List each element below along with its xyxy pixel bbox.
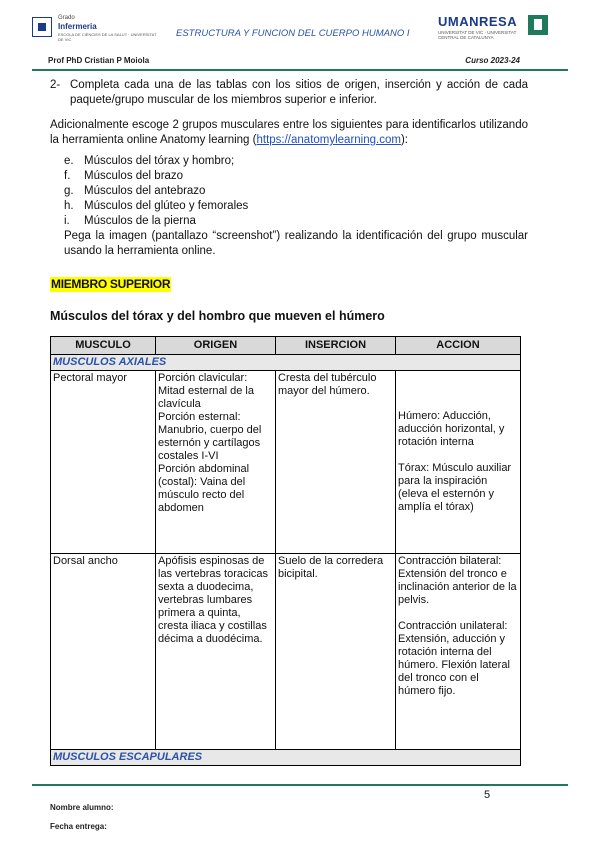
table-title: Músculos del tórax y del hombro que mueven el húmero bbox=[50, 309, 385, 323]
list-label: Músculos del tórax y hombro; bbox=[84, 155, 235, 167]
additional-text-end: ): bbox=[400, 134, 408, 146]
origin-cell: Apófisis espinosas de las vertebras toracicas sexta a duodecima, vertebras lumbares primera a quinta, cresta iliaca y costillas décima a duodécima. bbox=[156, 554, 276, 750]
page-header bbox=[32, 12, 568, 46]
infermeria-emblem-icon bbox=[32, 17, 52, 37]
author-name: Prof PhD Cristian P Moiola bbox=[48, 56, 150, 65]
list-label: Músculos del glúteo y femorales bbox=[84, 200, 249, 212]
list-item bbox=[64, 169, 528, 184]
insertion-cell: Suelo de la corredera bicipital. bbox=[276, 554, 396, 750]
header-divider bbox=[32, 69, 568, 71]
table-row bbox=[51, 554, 521, 750]
action-cell bbox=[396, 371, 521, 554]
muscle-cell: Dorsal ancho bbox=[51, 554, 156, 750]
header-action: ACCION bbox=[396, 337, 521, 355]
list-label: Músculos de la pierna bbox=[84, 215, 196, 227]
action-line: Contracción bilateral: Extensión del tronco e inclinación anterior de la pelvis. bbox=[398, 555, 517, 606]
list-letter: i. bbox=[64, 215, 70, 227]
umanresa-subtitle: UNIVERSITAT DE VIC · UNIVERSITAT CENTRAL DE CATALUNYA bbox=[438, 30, 517, 40]
list-label: Músculos del brazo bbox=[84, 170, 184, 182]
course-year: Curso 2023-24 bbox=[465, 56, 520, 65]
logo-school-text: ESCOLA DE CIÈNCIES DE LA SALUT · UNIVERSITAT DE VIC bbox=[58, 32, 157, 42]
insertion-cell: Cresta del tubérculo mayor del húmero. bbox=[276, 371, 396, 554]
logo-grado-text: Grado bbox=[58, 15, 75, 21]
list-letter: h. bbox=[64, 200, 74, 212]
subheader bbox=[48, 56, 520, 68]
list-item bbox=[64, 214, 528, 229]
list-letter: f. bbox=[64, 170, 71, 182]
course-title: ESTRUCTURA Y FUNCION DEL CUERPO HUMANO I bbox=[176, 28, 410, 39]
list-label: Músculos del antebrazo bbox=[84, 185, 206, 197]
building-logo-icon bbox=[528, 15, 548, 35]
logo-infermeria-text: Infermeria bbox=[58, 22, 97, 31]
infermeria-logo bbox=[32, 15, 157, 45]
task-number: 2- bbox=[50, 79, 61, 91]
screenshot-note: Pega la imagen (pantallazo “screenshot”) realizando la identificación del grupo muscular usando la herramienta online. bbox=[64, 230, 528, 257]
action-cell bbox=[396, 554, 521, 750]
anatomy-learning-link[interactable]: https://anatomylearning.com bbox=[256, 134, 401, 146]
origin-line: Porción esternal: Manubrio, cuerpo del esternón y cartílagos costales I-VI bbox=[158, 411, 262, 462]
list-letter: g. bbox=[64, 185, 74, 197]
muscle-group-list bbox=[50, 154, 528, 229]
delivery-date-label: Fecha entrega: bbox=[50, 822, 107, 831]
origin-cell bbox=[156, 371, 276, 554]
action-line: Húmero: Aducción, aducción horizontal, y rotación interna bbox=[398, 410, 505, 448]
task-instruction bbox=[50, 78, 528, 108]
page-content bbox=[50, 78, 528, 324]
origin-line: Porción abdominal (costal): Vaina del músculo recto del abdomen bbox=[158, 463, 250, 514]
origin-line: Porción clavicular: Mitad esternal de la clavícula bbox=[158, 372, 254, 410]
footer-divider bbox=[32, 784, 568, 786]
category-scapular: MUSCULOS ESCAPULARES bbox=[51, 750, 521, 766]
action-line: Contracción unilateral: Extensión, aducción y rotación interna del húmero. Flexión lateral del tronco con el húmero fijo. bbox=[398, 620, 510, 697]
header-muscle: MUSCULO bbox=[51, 337, 156, 355]
category-axial: MUSCULOS AXIALES bbox=[51, 355, 521, 371]
table-header-row bbox=[51, 337, 521, 355]
additional-text: Adicionalmente escoge 2 grupos musculares entre los siguientes para identificarlos utilizando la herramienta online Anatomy learning ( bbox=[50, 119, 528, 146]
muscle-table bbox=[50, 336, 521, 766]
page-number: 5 bbox=[484, 789, 491, 801]
umanresa-name: UMANRESA bbox=[438, 14, 518, 29]
student-name-label: Nombre alumno: bbox=[50, 803, 114, 812]
task-text: Completa cada una de las tablas con los sitios de origen, inserción y acción de cada paquete/grupo muscular de los miembros superior e inferior. bbox=[70, 79, 528, 106]
category-row-scapular bbox=[51, 750, 521, 766]
header-origin: ORIGEN bbox=[156, 337, 276, 355]
umanresa-logo bbox=[438, 15, 526, 40]
list-item bbox=[64, 154, 528, 169]
header-insertion: INSERCION bbox=[276, 337, 396, 355]
action-line: Tórax: Músculo auxiliar para la inspiración (eleva el esternón y amplía el tórax) bbox=[398, 462, 512, 513]
muscle-cell: Pectoral mayor bbox=[51, 371, 156, 554]
list-letter: e. bbox=[64, 155, 74, 167]
list-item bbox=[64, 184, 528, 199]
additional-paragraph bbox=[50, 118, 528, 148]
section-title: MIEMBRO SUPERIOR bbox=[51, 277, 171, 291]
list-item bbox=[64, 199, 528, 214]
category-row-axial bbox=[51, 355, 521, 371]
table-row bbox=[51, 371, 521, 554]
